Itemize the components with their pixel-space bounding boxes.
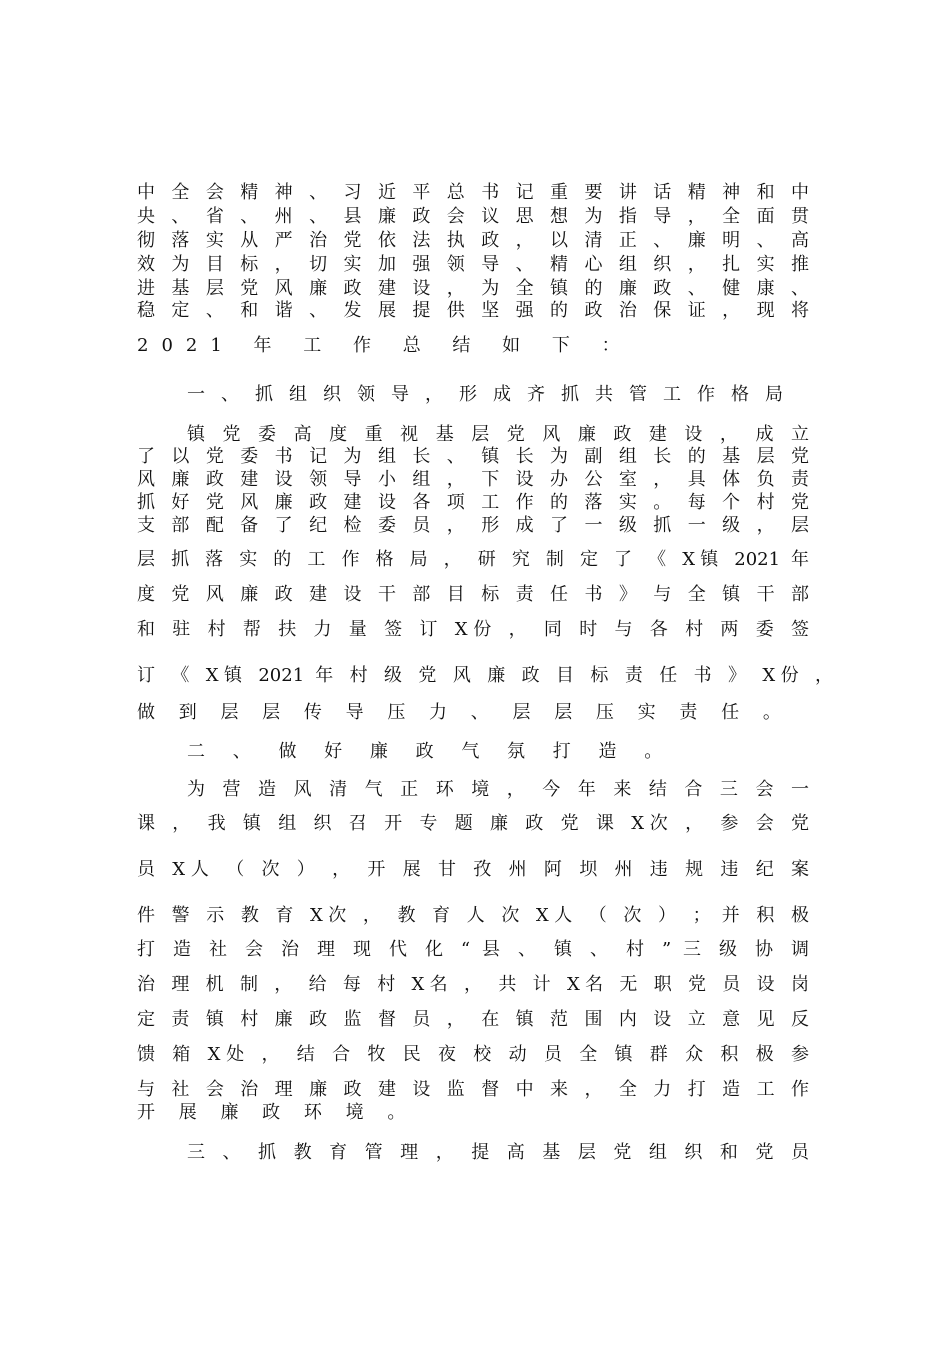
text-line: 做 到 层 层 传 导 压 力 、 层 层 压 实 责 任 。 [137, 702, 790, 723]
text-line: 和 驻 村 帮 扶 力 量 签 订 X份 ， 同 时 与 各 村 两 委 签 [137, 619, 809, 640]
text-line: 度 党 风 廉 政 建 设 干 部 目 标 责 任 书 》 与 全 镇 干 部 [137, 584, 809, 605]
text-line: 央 、 省 、 州 、 县 廉 政 会 议 思 想 为 指 导 ， 全 面 贯 [137, 206, 809, 227]
text-line: 效 为 目 标 ， 切 实 加 强 领 导 、 精 心 组 织 ， 扎 实 推 [137, 254, 809, 275]
paragraph-first-line: 为 营 造 风 清 气 正 环 境 ， 今 年 来 结 合 三 会 一 [187, 779, 809, 800]
text-line: 员 X人 （ 次 ） ， 开 展 甘 孜 州 阿 坝 州 违 规 违 纪 案 [137, 859, 809, 880]
text-line: 风 廉 政 建 设 领 导 小 组 ， 下 设 办 公 室 ， 具 体 负 责 [137, 469, 809, 490]
section-heading-1: 一 、 抓 组 织 领 导 ， 形 成 齐 抓 共 管 工 作 格 局 [187, 384, 783, 405]
section-heading-3: 三 、 抓 教 育 管 理 ， 提 高 基 层 党 组 织 和 党 员 [187, 1142, 809, 1163]
text-line: 定 责 镇 村 廉 政 监 督 员 ， 在 镇 范 围 内 设 立 意 见 反 [137, 1009, 809, 1030]
text-line: 支 部 配 备 了 纪 检 委 员 ， 形 成 了 一 级 抓 一 级 ， 层 [137, 515, 809, 536]
text-line: 治 理 机 制 ， 给 每 村 X名 ， 共 计 X名 无 职 党 员 设 岗 [137, 974, 809, 995]
text-line: 抓 好 党 风 廉 政 建 设 各 项 工 作 的 落 实 。 每 个 村 党 [137, 492, 809, 513]
text-line: 开 展 廉 政 环 境 。 [137, 1102, 415, 1123]
text-line: 2021 年 工 作 总 结 如 下 ： [137, 335, 633, 356]
text-line: 打 造 社 会 治 理 现 代 化 “ 县 、 镇 、 村 ” 三 级 协 调 [137, 939, 809, 960]
text-line: 馈 箱 X处 ， 结 合 牧 民 夜 校 动 员 全 镇 群 众 积 极 参 [137, 1044, 809, 1065]
text-line: 件 警 示 教 育 X次 ， 教 育 人 次 X人 （ 次 ） ； 并 积 极 [137, 905, 809, 926]
text-line: 进 基 层 党 风 廉 政 建 设 ， 为 全 镇 的 廉 政 、 健 康 、 [137, 278, 809, 299]
text-line: 中 全 会 精 神 、 习 近 平 总 书 记 重 要 讲 话 精 神 和 中 [137, 182, 809, 203]
section-heading-2: 二 、 做 好 廉 政 气 氛 打 造 。 [187, 741, 674, 762]
text-line: 稳 定 、 和 谐 、 发 展 提 供 坚 强 的 政 治 保 证 ， 现 将 [137, 300, 809, 321]
text-line: 课 ， 我 镇 组 织 召 开 专 题 廉 政 党 课 X次 ， 参 会 党 [137, 813, 809, 834]
text-line: 了 以 党 委 书 记 为 组 长 、 镇 长 为 副 组 长 的 基 层 党 [137, 446, 809, 467]
text-line: 层 抓 落 实 的 工 作 格 局 ， 研 究 制 定 了 《 X镇 2021 年 [137, 549, 809, 570]
text-line: 订 《 X镇 2021 年 村 级 党 风 廉 政 目 标 责 任 书 》 X份 ， [137, 665, 833, 686]
text-line: 彻 落 实 从 严 治 党 依 法 执 政 ， 以 清 正 、 廉 明 、 高 [137, 230, 809, 251]
paragraph-first-line: 镇 党 委 高 度 重 视 基 层 党 风 廉 政 建 设 ， 成 立 [187, 424, 809, 445]
text-line: 与 社 会 治 理 廉 政 建 设 监 督 中 来 ， 全 力 打 造 工 作 [137, 1079, 809, 1100]
